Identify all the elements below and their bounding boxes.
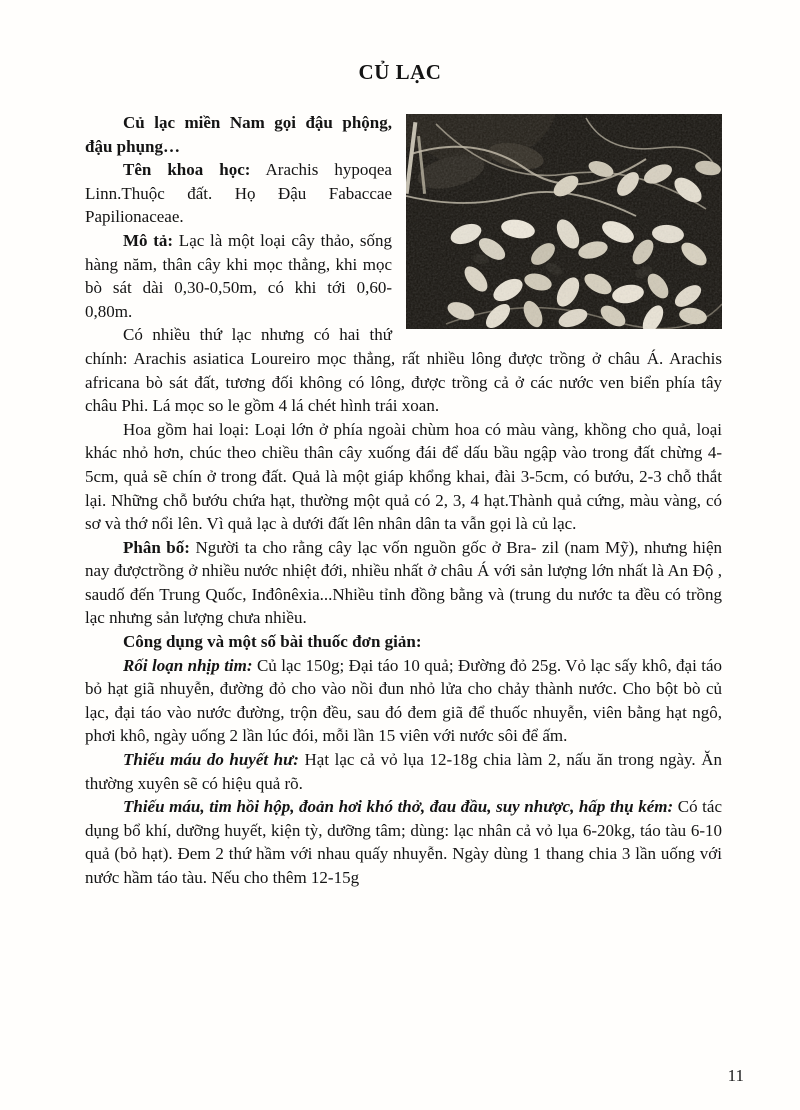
paragraph-lead: Rối loạn nhịp tim: bbox=[123, 655, 253, 675]
paragraph-text: Có tác dụng bổ khí, dưỡng huyết, kiện tỳ, dưỡng tâm; dùng: lạc nhân cả vỏ lụa 6-20kg, táo tàu 6-10 quả (bỏ hạt). Đem 2 thứ hầm với nhau quấy nhuyễn. Ngày dùng 1 thang chia 3 lần uống với nước hầm táo tàu. Nếu cho thêm 12-15g bbox=[85, 797, 722, 887]
distribution-paragraph bbox=[85, 536, 722, 630]
paragraph-text: Công dụng và một số bài thuốc đơn giản: bbox=[123, 632, 422, 652]
varieties-paragraph bbox=[85, 323, 722, 417]
paragraph-text: Người ta cho rằng cây lạc vốn nguồn gốc ở Bra- zil (nam Mỹ), nhưng hiện nay đượctrồng ở nhiều nước nhiệt đới, nhiều nhất ở châu Á với sản lượng lớn nhất là An Độ , saudố đến Trung Quốc, Inđônêxia...Nhiều tỉnh đồng bằng và (trung du nước ta đều có trồng lạc nhưng sản lượng chưa nhiều. bbox=[85, 537, 722, 628]
page-title: CỦ LẠC bbox=[358, 60, 442, 84]
paragraph-lead: Mô tả: bbox=[123, 230, 174, 250]
paragraph-text: Hạt lạc cả vỏ lụa 12-18g chia làm 2, nấu ăn trong ngày. Ăn thường xuyên sẽ có hiệu quả rõ. bbox=[85, 750, 722, 793]
paragraph-text: Củ lạc miền Nam gọi đậu phộng, đậu phụng… bbox=[85, 113, 392, 156]
remedy-weakness-paragraph bbox=[85, 795, 722, 889]
page-number: 11 bbox=[727, 1066, 744, 1085]
remedy-anemia-paragraph bbox=[85, 748, 722, 795]
paragraph-text: Củ lạc 150g; Đại táo 10 quả; Đường đỏ 25g. Vỏ lạc sấy khô, đại táo bỏ hạt giã nhuyễn, đường đỏ cho vào nồi đun nhỏ lửa cho chảy thành nước. Cho bột bò củ lạc, đại táo vào nước đường, trộn đều, sau đó đem giã để thuốc nhuyễn, viên bằng hạt ngô, phơi khô, ngày uống 2 lần lúc đói, mỗi lần 15 viên với nước sôi để ấm. bbox=[85, 655, 723, 746]
flowers-paragraph bbox=[85, 418, 722, 536]
page-content bbox=[85, 111, 722, 890]
paragraph-text: Lạc là một loại cây thảo, sống hàng năm, thân cây khi mọc thẳng, khi mọc bò sát dài 0,30-0,50m, có khi tới 0,60-0,80m. bbox=[85, 230, 392, 321]
uses-heading bbox=[85, 630, 722, 654]
paragraph-lead: Thiếu máu, tim hồi hộp, đoản hơi khó thở, đau đầu, suy nhược, hấp thụ kém: bbox=[123, 797, 674, 817]
paragraph-lead: Tên khoa học: bbox=[123, 160, 251, 180]
paragraph-lead: Thiếu máu do huyết hư: bbox=[123, 750, 299, 770]
remedy-arrhythmia-paragraph bbox=[85, 654, 722, 748]
paragraph-text: Có nhiều thứ lạc nhưng có hai thứ chính: Arachis asiatica Loureiro mọc thẳng, rất nhiều lông được trồng ở châu Á. Arachis africana bò sát đất, tương đối không có lông, được trồng cả ở các nước ven biển phía tây châu Phi. Lá mọc so le gồm 4 lá chét hình trái xoan. bbox=[85, 325, 722, 416]
paragraph-text: Hoa gồm hai loại: Loại lớn ở phía ngoài chùm hoa có màu vàng, khồng cho quả, loại khác nhỏ hơn, chúc theo chiều thân cây xuống đái để dấu bầu ngập vào trong đất chừng 4-5cm, quả sẽ chín ở trong đất. Quả là một giáp khổng khai, đài 3-5cm, có bướu, 2-3 chỗ thắt lại. Những chỗ bướu chứa hạt, thường một quả có 2, 3, 4 hạt.Thành quả cứng, màu vàng, có sơ và thớ nổi lên. Vì quả lạc à dưới đất lên nhân dân ta vẫn gọi là củ lạc. bbox=[85, 419, 722, 534]
peanut-photo bbox=[406, 114, 722, 329]
paragraph-text: Arachis hypoqea Linn.Thuộc đất. Họ Đậu Fabaccae Papilionaceae. bbox=[85, 160, 392, 227]
peanut-photo-art bbox=[406, 114, 722, 329]
paragraph-lead: Phân bố: bbox=[123, 537, 190, 557]
